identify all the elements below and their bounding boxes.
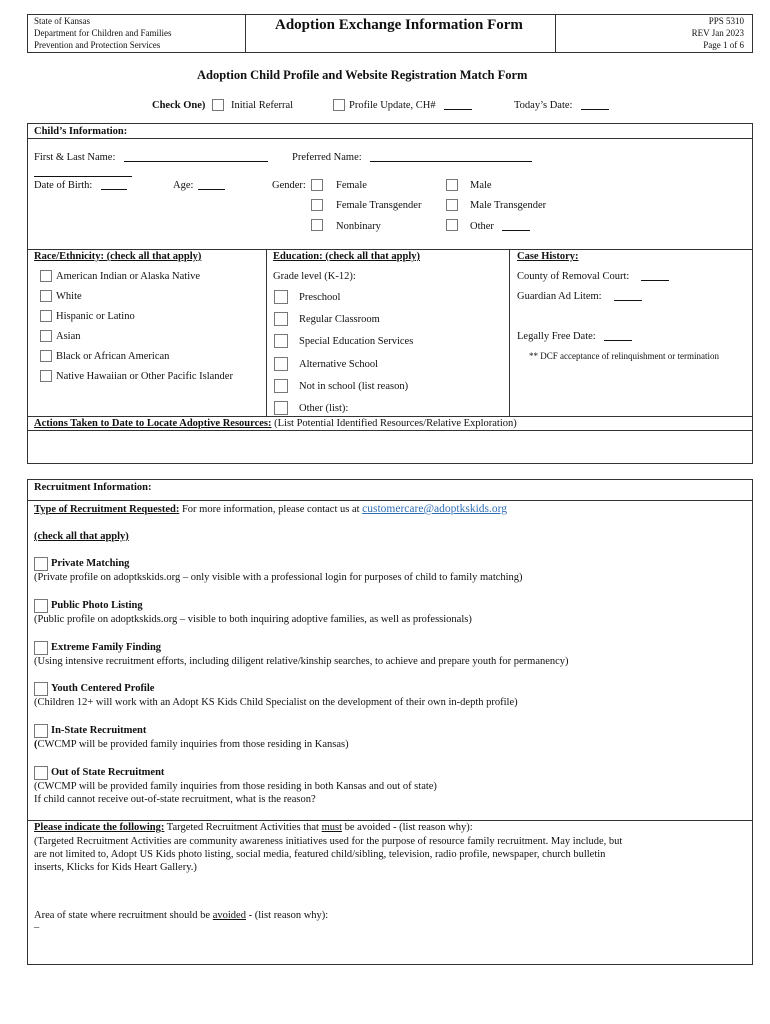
private-matching-desc: (Private profile on adoptkskids.org – only visible with a professional login for purposes of child to family matching) (34, 572, 523, 583)
edu-not-in-school-label: Not in school (list reason) (299, 381, 409, 392)
actions-heading: Actions Taken to Date to Locate Adoptive Resources: (34, 418, 272, 429)
guardian-field[interactable] (614, 291, 642, 304)
out-of-state-recruitment-title: Out of State Recruitment (51, 767, 165, 778)
profile-update-ch-field[interactable] (444, 100, 472, 113)
in-state-recruitment-title: In-State Recruitment (51, 725, 147, 736)
legally-free-note: ** DCF acceptance of relinquishment or termination (529, 351, 719, 361)
indicate-row (34, 822, 473, 833)
edu-not-in-school-checkbox[interactable] (274, 379, 288, 393)
extreme-family-finding-desc: (Using intensive recruitment efforts, including diligent relative/kinship searches, to achieve and prepare youth for permanency) (34, 656, 569, 667)
contact-email-link[interactable]: customercare@adoptkskids.org (362, 503, 507, 515)
gender-nonbinary-checkbox[interactable] (311, 219, 323, 231)
area-text-b: - (list reason why): (248, 910, 329, 921)
indicate-paragraph-line-1: (Targeted Recruitment Activities are community awareness initiatives used for the purpose of resource family recruitment. May include, but (34, 836, 623, 847)
private-matching-title: Private Matching (51, 558, 130, 569)
race-asian-checkbox[interactable] (40, 330, 52, 342)
race-white-label: White (56, 291, 82, 302)
case-history-heading: Case History: (517, 251, 579, 262)
indicate-paragraph-line-3: inserts, Klicks for Kids Heart Gallery.) (34, 862, 197, 873)
columns-divider-2 (509, 249, 510, 416)
area-row (34, 910, 328, 921)
area-text-a: Area of state where recruitment should be (34, 910, 211, 921)
gender-male-checkbox[interactable] (446, 179, 458, 191)
recruitment-type-text: For more information, please contact us at (181, 504, 360, 515)
in-state-recruitment-desc-row (34, 739, 349, 750)
race-native-hawaiian-label: Native Hawaiian or Other Pacific Islander (56, 371, 233, 382)
edu-alternative-school-label: Alternative School (299, 359, 379, 370)
indicate-paragraph-line-2: are not limited to, Adopt US Kids photo listing, social media, featured child/sibling, television, radio profile, newspaper, church bulletin (34, 849, 606, 860)
extreme-family-finding-title: Extreme Family Finding (51, 642, 162, 653)
indicate-text-a: Targeted Recruitment Activities that (166, 822, 319, 833)
avoided-activities-field[interactable] (34, 876, 744, 906)
gender-nonbinary-label: Nonbinary (336, 221, 381, 232)
preferred-name-label: Preferred Name: (292, 152, 362, 163)
age-field[interactable] (198, 180, 225, 193)
area-field[interactable]: – (34, 922, 40, 933)
recruitment-heading-rule (27, 500, 753, 501)
gender-female-label: Female (336, 180, 367, 191)
youth-centered-profile-title: Youth Centered Profile (51, 683, 155, 694)
gender-female-transgender-checkbox[interactable] (311, 199, 323, 211)
race-black-checkbox[interactable] (40, 350, 52, 362)
youth-centered-profile-desc: (Children 12+ will work with an Adopt KS Kids Child Specialist on the development of their own in-depth profile) (34, 697, 518, 708)
race-hispanic-label: Hispanic or Latino (56, 311, 135, 322)
edu-other-checkbox[interactable] (274, 401, 288, 415)
dob-field[interactable] (101, 180, 127, 193)
gender-male-label: Male (470, 180, 492, 191)
child-info-heading-rule (27, 138, 753, 139)
indicate-rule (27, 820, 753, 821)
county-field[interactable] (641, 271, 669, 284)
edu-special-education-label: Special Education Services (299, 336, 414, 347)
in-state-recruitment-checkbox[interactable] (34, 724, 48, 738)
form-revision: REV Jan 2023 (691, 28, 744, 38)
recruitment-heading: Recruitment Information: (34, 482, 152, 493)
todays-date-field[interactable] (581, 100, 609, 113)
race-asian-label: Asian (56, 331, 81, 342)
header-divider-left (245, 14, 246, 53)
gender-female-checkbox[interactable] (311, 179, 323, 191)
actions-field[interactable] (28, 431, 752, 463)
edu-preschool-label: Preschool (299, 292, 341, 303)
indicate-text-b: be avoided - (list reason why): (344, 822, 473, 833)
preferred-name-field[interactable] (370, 152, 532, 165)
gender-male-transgender-label: Male Transgender (470, 200, 547, 211)
area-avoided: avoided (212, 910, 246, 921)
form-subtitle: Adoption Child Profile and Website Registration Match Form (197, 68, 528, 82)
gender-other-field[interactable] (502, 221, 530, 234)
agency-line-1: State of Kansas (34, 16, 90, 26)
edu-regular-classroom-label: Regular Classroom (299, 314, 380, 325)
initial-referral-label: Initial Referral (231, 100, 294, 111)
dob-label: Date of Birth: (34, 180, 93, 191)
gender-male-transgender-checkbox[interactable] (446, 199, 458, 211)
recruitment-type-heading: Type of Recruitment Requested: (34, 504, 180, 515)
public-photo-listing-title: Public Photo Listing (51, 600, 143, 611)
county-label: County of Removal Court: (517, 271, 630, 282)
recruitment-type-row (34, 503, 507, 515)
check-one-label: Check One) (152, 100, 206, 111)
race-american-indian-label: American Indian or Alaska Native (56, 271, 201, 282)
page-number: Page 1 of 6 (703, 40, 744, 50)
edu-special-education-checkbox[interactable] (274, 334, 288, 348)
grade-level-label: Grade level (K-12): (273, 271, 356, 282)
race-heading: Race/Ethnicity: (check all that apply) (34, 251, 202, 262)
profile-update-checkbox[interactable] (333, 99, 345, 111)
actions-row (34, 418, 517, 429)
public-photo-listing-desc: (Public profile on adoptkskids.org – visible to both inquiring adoptive families, as well as professionals) (34, 614, 472, 625)
out-of-state-recruitment-checkbox[interactable] (34, 766, 48, 780)
edu-regular-classroom-checkbox[interactable] (274, 312, 288, 326)
legally-free-field[interactable] (604, 331, 632, 344)
gender-female-transgender-label: Female Transgender (336, 200, 422, 211)
indicate-heading: Please indicate the following: (34, 822, 165, 833)
actions-detail: (List Potential Identified Resources/Relative Exploration) (274, 418, 517, 429)
child-info-box (27, 123, 753, 464)
edu-alternative-school-checkbox[interactable] (274, 357, 288, 371)
race-american-indian-checkbox[interactable] (40, 270, 52, 282)
profile-update-label: Profile Update, CH# (349, 100, 436, 111)
gender-other-label: Other (470, 221, 494, 232)
in-state-recruitment-desc: CWCMP will be provided family inquiries from those residing in Kansas) (37, 739, 349, 750)
in-state-recruitment-paren: ( (34, 739, 38, 750)
race-native-hawaiian-checkbox[interactable] (40, 370, 52, 382)
header-divider-right (555, 14, 556, 53)
todays-date-label: Today’s Date: (514, 100, 573, 111)
form-title: Adoption Exchange Information Form (275, 17, 523, 33)
private-matching-checkbox[interactable] (34, 557, 48, 571)
edu-preschool-checkbox[interactable] (274, 290, 288, 304)
race-white-checkbox[interactable] (40, 290, 52, 302)
form-number: PPS 5310 (708, 16, 744, 26)
initial-referral-checkbox[interactable] (212, 99, 224, 111)
gender-label: Gender: (272, 180, 306, 191)
youth-centered-profile-checkbox[interactable] (34, 682, 48, 696)
race-black-label: Black or African American (56, 351, 170, 362)
agency-line-3: Prevention and Protection Services (34, 40, 161, 50)
columns-divider-1 (266, 249, 267, 416)
public-photo-listing-checkbox[interactable] (34, 599, 48, 613)
columns-bottom-rule (27, 416, 753, 417)
gender-other-checkbox[interactable] (446, 219, 458, 231)
age-label: Age: (173, 180, 194, 191)
agency-line-2: Department for Children and Families (34, 28, 172, 38)
check-all-note: (check all that apply) (34, 531, 129, 542)
out-of-state-recruitment-desc: (CWCMP will be provided family inquiries from those residing in both Kansas and out of state) (34, 781, 437, 792)
first-last-name-field[interactable] (124, 152, 268, 165)
guardian-label: Guardian Ad Litem: (517, 291, 602, 302)
first-last-name-label: First & Last Name: (34, 152, 116, 163)
education-heading: Education: (check all that apply) (273, 251, 421, 262)
out-of-state-reason-question: If child cannot receive out-of-state recruitment, what is the reason? (34, 794, 316, 805)
columns-top-rule (27, 249, 753, 250)
edu-other-label: Other (list): (299, 403, 349, 414)
race-hispanic-checkbox[interactable] (40, 310, 52, 322)
extreme-family-finding-checkbox[interactable] (34, 641, 48, 655)
child-info-heading: Child’s Information: (34, 126, 128, 137)
indicate-must: must (321, 822, 342, 833)
first-last-name-field-continued[interactable] (34, 167, 132, 180)
legally-free-label: Legally Free Date: (517, 331, 596, 342)
